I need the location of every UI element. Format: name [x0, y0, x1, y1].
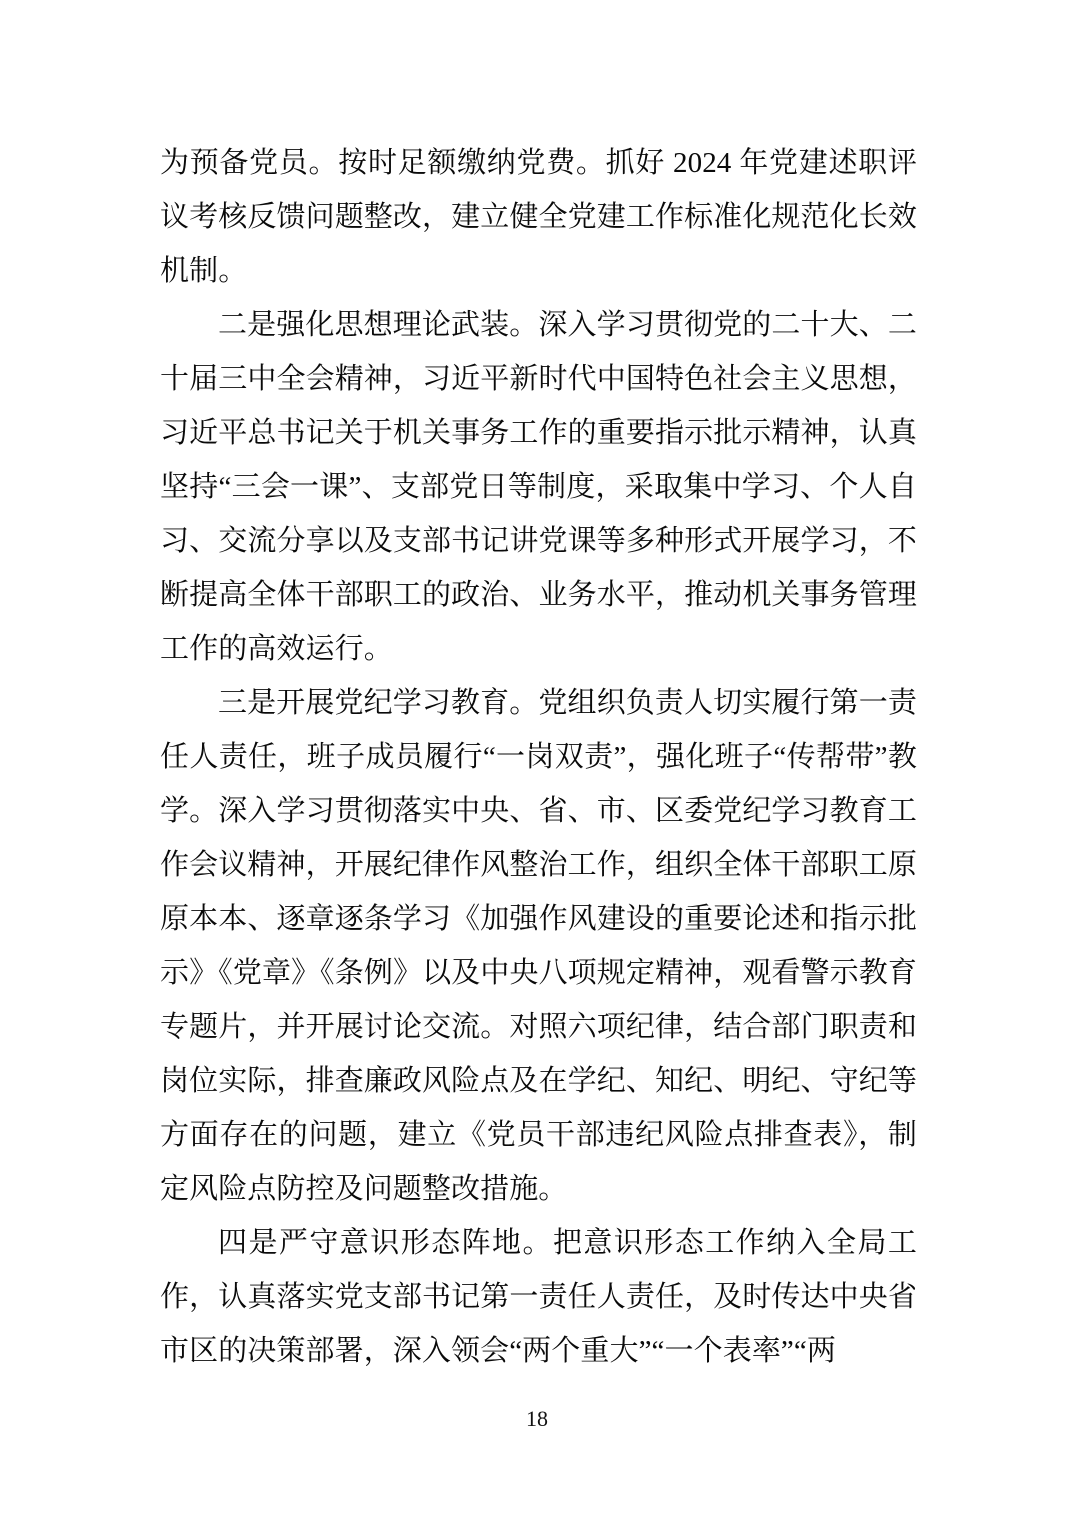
page-number: 18 [526, 1406, 548, 1431]
page-footer [0, 1404, 1074, 1434]
body-paragraph: 四是严守意识形态阵地。把意识形态工作纳入全局工作，认真落实党支部书记第一责任人责任，及时传达中央省市区的决策部署，深入领会“两个重大”“一个表率”“两 [160, 1227, 917, 1367]
body-paragraph: 二是强化思想理论武装。深入学习贯彻党的二十大、二十届三中全会精神，习近平新时代中国特色社会主义思想，习近平总书记关于机关事务工作的重要指示批示精神，认真坚持“三会一课”、支部党日等制度，采取集中学习、个人自习、交流分享以及支部书记讲党课等多种形式开展学习，不断提高全体干部职工的政治、业务水平，推动机关事务管理工作的高效运行。 [160, 309, 917, 665]
body-paragraph: 为预备党员。按时足额缴纳党费。抓好 2024 年党建述职评议考核反馈问题整改，建立健全党建工作标准化规范化长效机制。 [160, 147, 917, 287]
body-paragraph: 三是开展党纪学习教育。党组织负责人切实履行第一责任人责任，班子成员履行“一岗双责”，强化班子“传帮带”教学。深入学习贯彻落实中央、省、市、区委党纪学习教育工作会议精神，开展纪律作风整治工作，组织全体干部职工原原本本、逐章逐条学习《加强作风建设的重要论述和指示批示》《党章》《条例》以及中央八项规定精神，观看警示教育专题片，并开展讨论交流。对照六项纪律，结合部门职责和岗位实际，排查廉政风险点及在学纪、知纪、明纪、守纪等方面存在的问题，建立《党员干部违纪风险点排查表》，制定风险点防控及问题整改措施。 [160, 687, 917, 1205]
document-body [160, 136, 917, 1378]
